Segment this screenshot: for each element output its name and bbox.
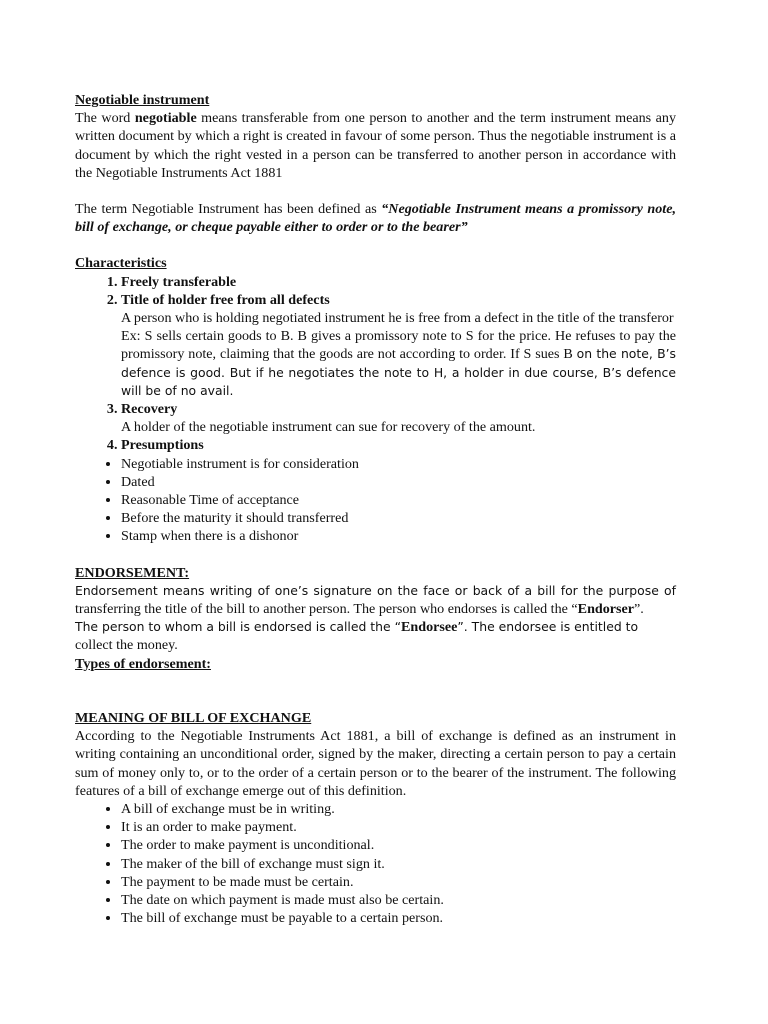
endorsement-heading: ENDORSEMENT: <box>75 564 190 581</box>
characteristic-3-desc: A holder of the negotiable instrument can sue for recovery of the amount. <box>121 419 536 436</box>
negotiable-instrument-heading: Negotiable instrument <box>75 92 210 108</box>
example-text-b: on the note, B’s defence is good. But if he negotiates the note to H, a holder in due course, B’s defence will be of no avail. <box>121 346 676 398</box>
bill-feature-item: • The payment to be made must be certain. <box>121 873 676 891</box>
characteristics-heading: Characteristics <box>75 255 167 272</box>
characteristics-list <box>75 273 676 455</box>
endorser-term: Endorser <box>577 601 635 618</box>
presumption-item: • Negotiable instrument is for consideration <box>121 455 676 473</box>
presumptions-list <box>75 455 676 546</box>
characteristic-4-title: Presumptions <box>121 437 204 454</box>
definition-paragraph <box>75 200 676 236</box>
presumption-item: • Reasonable Time of acceptance <box>121 491 676 509</box>
bill-features-list <box>75 800 676 927</box>
endorsee-term: Endorsee <box>401 619 458 636</box>
characteristic-item-4 <box>121 436 676 454</box>
intro-text-a: The word <box>75 110 135 127</box>
bill-paragraph: According to the Negotiable Instruments Act 1881, a bill of exchange is defined as an instrument in writing containing an unconditional order, signed by the maker, directing a certain person to pay a certain sum of money only to, or to the order of a certain person or to the bearer of the instrument. The following features of a bill of exchange emerge out of this definition. <box>75 728 676 799</box>
endorsement-text-a: Endorsement means writing of one’s signature on the face or back of a bill for the purpose of <box>75 582 676 598</box>
intro-text-c: means transferable from one person to another and the term instrument means any written document by which a right is created in favour of some person. Thus the negotiable instrument is a document by which the right vested in a person can be transferred to another person in accordance with the Negotiable Instruments Act 1881 <box>75 110 676 181</box>
types-of-endorsement-heading: Types of endorsement: <box>75 655 211 672</box>
characteristic-item-2 <box>121 291 676 400</box>
intro-bold-term: negotiable <box>134 110 197 127</box>
definition-quote: “Negotiable Instrument means a promissory note, bill of exchange, or cheque payable either to order or to the bearer” <box>75 201 677 236</box>
characteristic-2-example <box>121 327 676 400</box>
presumption-item: • Before the maturity it should transferred <box>121 509 676 527</box>
presumption-item: • Dated <box>121 473 676 491</box>
characteristic-1-title: Freely transferable <box>121 273 237 290</box>
bill-feature-item: • The maker of the bill of exchange must sign it. <box>121 855 676 873</box>
bill-feature-item: • The order to make payment is unconditional. <box>121 836 676 854</box>
endorsement-paragraph-2 <box>75 618 676 654</box>
definition-lead: The term Negotiable Instrument has been defined as <box>75 201 382 218</box>
bill-feature-item: • The date on which payment is made must also be certain. <box>121 891 676 909</box>
characteristic-item-3 <box>121 400 676 436</box>
bill-of-exchange-heading: MEANING OF BILL OF EXCHANGE <box>75 709 312 726</box>
characteristic-2-title: Title of holder free from all defects <box>121 291 330 308</box>
example-text-a: Ex: S sells certain goods to B. B gives a promissory note to S for the price. He refuses to pay the promissory note, claiming that the goods are not according to order. If S sues B <box>121 328 676 363</box>
endorsee-text-b: ”. The endorsee is entitled to <box>457 619 639 635</box>
endorsee-text-a: The person to whom a bill is endorsed is called the “ <box>75 619 401 635</box>
document-page <box>75 91 676 927</box>
bill-feature-item: • A bill of exchange must be in writing. <box>121 800 676 818</box>
endorsement-text-c: ”. <box>634 601 644 618</box>
endorsee-text-c: collect the money. <box>75 637 178 654</box>
characteristic-item-1 <box>121 273 676 291</box>
endorsement-paragraph-1 <box>75 582 676 618</box>
intro-paragraph <box>75 109 676 182</box>
presumption-item: • Stamp when there is a dishonor <box>121 527 676 545</box>
characteristic-3-title: Recovery <box>121 401 178 418</box>
endorsement-text-b: transferring the title of the bill to another person. The person who endorses is called the “ <box>75 601 578 618</box>
bill-feature-item: • It is an order to make payment. <box>121 818 676 836</box>
bill-feature-item: • The bill of exchange must be payable to a certain person. <box>121 909 676 927</box>
characteristic-2-desc: A person who is holding negotiated instrument he is free from a defect in the title of the transferor <box>121 310 674 327</box>
